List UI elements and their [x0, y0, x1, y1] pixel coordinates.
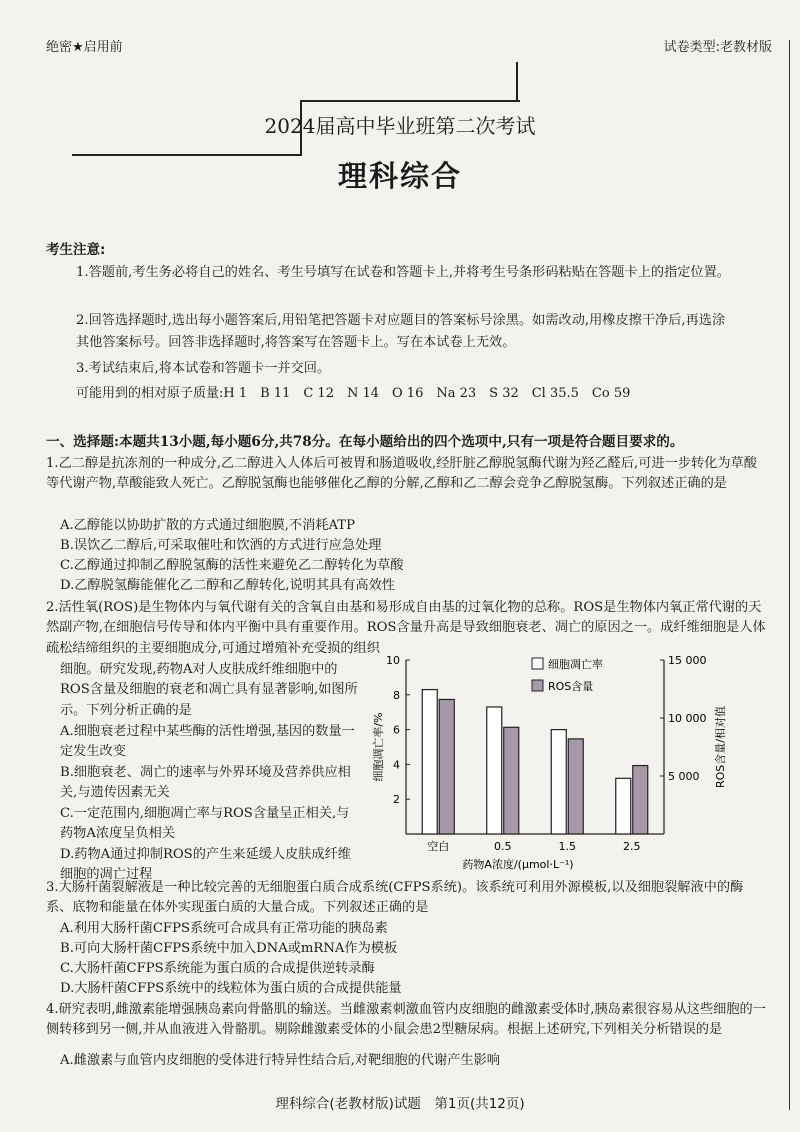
question-1-stem: 1.乙二醇是抗冻剂的一种成分,乙二醇进入人体后可被胃和肠道吸收,经肝脏乙醇脱氢酶代谢为羟乙醛后,可进一步转化为草酸等代谢产物,草酸能致人死亡。乙醇脱氢酶也能够催化乙醇的分解,乙醇和乙二醇会竞争乙醇脱氢酶。下列叙述正确的是: [46, 456, 757, 492]
y-left-tick-label: 10: [386, 654, 400, 667]
atomic-masses: 可能用到的相对原子质量:H 1 B 11 C 12 N 14 O 16 Na 23 S 32 Cl 35.5 Co 59: [76, 386, 631, 401]
y-left-tick-label: 6: [393, 723, 400, 737]
bar-apoptosis-rate: [616, 778, 631, 834]
q3-option-d: D.大肠杆菌CFPS系统中的线粒体为蛋白质的合成提供能量: [60, 981, 402, 996]
legend-swatch-apoptosis: [532, 658, 543, 669]
legend-swatch-ros: [532, 680, 543, 691]
legend-label-apoptosis: 细胞凋亡率: [548, 658, 603, 671]
paper-type-label: 试卷类型:老教材版: [663, 40, 772, 55]
x-tick-label: 空白: [427, 840, 450, 853]
q1-option-c: C.乙醇通过抑制乙醇脱氢酶的活性来避免乙二醇转化为草酸: [60, 558, 404, 573]
stamp-line: [300, 100, 520, 102]
question-2-stem-cont: 细胞。研究发现,药物A对人皮肤成纤维细胞中的ROS含量及细胞的衰老和凋亡具有显著影响,如图所示。下列分析正确的是: [60, 662, 358, 718]
q2-option-a: A.细胞衰老过程中某些酶的活性增强,基因的数量一定发生改变: [60, 724, 355, 760]
y-left-axis-label: 细胞凋亡率/%: [372, 712, 385, 782]
y-right-tick-label: 15 000: [668, 654, 707, 667]
q2-option-b: B.细胞衰老、凋亡的速率与外界环境及营养供应相关,与遗传因素无关: [60, 765, 351, 801]
y-right-tick-label: 5 000: [668, 770, 700, 783]
bar-ros-content: [568, 739, 583, 834]
bar-ros-content: [439, 699, 454, 834]
notice-item: 3.考试结束后,将本试卷和答题卡一并交回。: [76, 361, 331, 376]
y-left-tick-label: 8: [393, 688, 400, 702]
stamp-line: [72, 154, 302, 156]
secret-label: 绝密★启用前: [46, 40, 123, 55]
q2-option-c: C.一定范围内,细胞凋亡率与ROS含量呈正相关,与药物A浓度呈负相关: [60, 806, 350, 842]
q4-option-a: A.雌激素与血管内皮细胞的受体进行特异性结合后,对靶细胞的代谢产生影响: [60, 1053, 500, 1068]
x-axis-label: 药物A浓度/(μmol·L⁻¹): [462, 858, 574, 871]
section-heading: 一、选择题:本题共13小题,每小题6分,共78分。在每小题给出的四个选项中,只有一项是符合题目要求的。: [46, 434, 684, 450]
q1-option-d: D.乙醇脱氢酶能催化乙二醇和乙醇转化,说明其具有高效性: [60, 578, 395, 593]
y-right-axis-label: ROS含量/相对值: [714, 706, 727, 788]
y-left-tick-label: 4: [393, 758, 400, 772]
notice-item: 1.答题前,考生务必将自己的姓名、考生号填写在试卷和答题卡上,并将考生号条形码粘贴在答题卡上的指定位置。: [76, 265, 730, 280]
exam-title: 2024届高中毕业班第二次考试: [264, 114, 536, 138]
bar-ros-content: [633, 766, 648, 834]
bar-apoptosis-rate: [422, 690, 437, 834]
q3-option-c: C.大肠杆菌CFPS系统能为蛋白质的合成提供逆转录酶: [60, 961, 375, 976]
question-3-stem: 3.大肠杆菌裂解液是一种比较完善的无细胞蛋白质合成系统(CFPS系统)。该系统可利用外源模板,以及细胞裂解液中的酶系、底物和能量在体外实现蛋白质的大量合成。下列叙述正确的是: [46, 880, 744, 916]
q1-option-b: B.误饮乙二醇后,可采取催吐和饮酒的方式进行应急处理: [60, 538, 382, 553]
q1-option-a: A.乙醇能以协助扩散的方式通过细胞膜,不消耗ATP: [60, 518, 355, 533]
question-4-stem: 4.研究表明,雌激素能增强胰岛素向骨骼肌的输送。当雌激素刺激血管内皮细胞的雌激素受体时,胰岛素很容易从这些细胞的一侧转移到另一侧,并从血液进入骨骼肌。剔除雌激素受体的小鼠会患2型糖尿病。根据上述研究,下列相关分析错误的是: [46, 1002, 766, 1038]
q3-option-b: B.可向大肠杆菌CFPS系统中加入DNA或mRNA作为模板: [60, 941, 398, 956]
x-tick-label: 2.5: [623, 840, 641, 853]
page-footer: 理科综合(老教材版)试题 第1页(共12页): [275, 1096, 525, 1112]
apoptosis-ros-chart: [368, 652, 738, 874]
x-tick-label: 0.5: [494, 840, 512, 853]
x-tick-label: 1.5: [558, 840, 576, 853]
stamp-line: [516, 62, 518, 102]
q2-option-d: D.药物A通过抑制ROS的产生来延缓人皮肤成纤维细胞的凋亡过程: [60, 847, 351, 883]
q3-option-a: A.利用大肠杆菌CFPS系统可合成具有正常功能的胰岛素: [60, 921, 388, 936]
y-right-tick-label: 10 000: [668, 712, 707, 725]
question-2-stem: 2.活性氧(ROS)是生物体内与氧代谢有关的含氧自由基和易形成自由基的过氧化物的总称。ROS是生物体内氧正常代谢的天然副产物,在细胞信号传导和体内平衡中具有重要作用。ROS含量升高是导致细胞衰老、凋亡的原因之一。成纤维细胞是人体疏松结缔组织的主要细胞成分,可通过增殖补充受损的组织: [46, 600, 766, 656]
legend-label-ros: ROS含量: [548, 680, 594, 693]
subject-title: 理科综合: [337, 159, 462, 193]
notice-title: 考生注意:: [46, 242, 106, 258]
notice-item: 2.回答选择题时,选出每小题答案后,用铅笔把答题卡对应题目的答案标号涂黑。如需改动,用橡皮擦干净后,再选涂其他答案标号。回答非选择题时,将答案写在答题卡上。写在本试卷上无效。: [76, 313, 726, 350]
y-left-tick-label: 2: [393, 793, 400, 807]
bar-apoptosis-rate: [551, 730, 566, 834]
bar-apoptosis-rate: [487, 707, 502, 834]
page-edge-line: [789, 40, 791, 1110]
bar-ros-content: [504, 727, 519, 834]
